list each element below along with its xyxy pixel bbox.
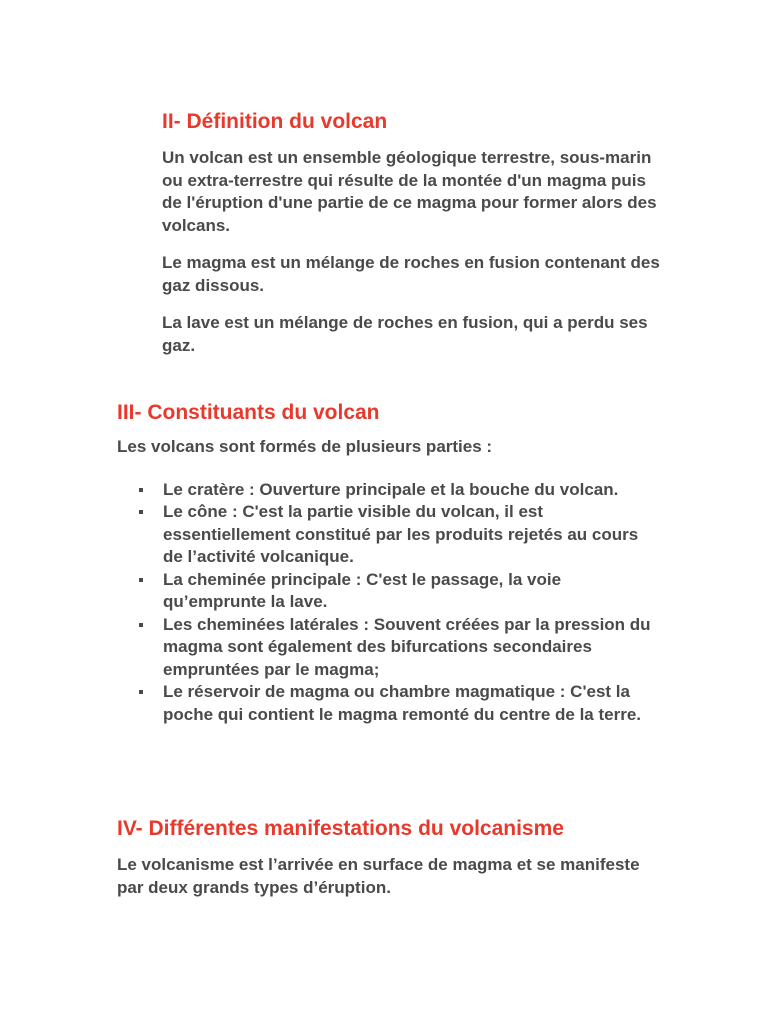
section-definition (162, 108, 662, 372)
section-constituants (117, 399, 657, 726)
list-item-text: Le cratère : Ouverture principale et la bouche du volcan. (163, 479, 619, 499)
paragraph-volcanisme: Le volcanisme est l’arrivée en surface de magma et se manifeste par deux grands types d’éruption. (117, 855, 640, 897)
list-item (117, 501, 657, 569)
bullet-icon (139, 690, 143, 694)
section-title-definition: II- Définition du volcan (162, 110, 388, 133)
list-item-text: La cheminée principale : C'est le passage, la voie qu’emprunte la lave. (163, 569, 562, 611)
paragraph-magma-definition: Le magma est un mélange de roches en fusion contenant des gaz dissous. (162, 253, 660, 295)
list-item-text: Le cône : C'est la partie visible du volcan, il est essentiellement constitué par les produits rejetés au cours de l’activité volcanique. (163, 502, 639, 566)
section-title-constituants: III- Constituants du volcan (117, 401, 380, 424)
bullet-icon (139, 510, 143, 514)
constituants-intro: Les volcans sont formés de plusieurs parties : (117, 437, 493, 456)
list-item (117, 614, 657, 682)
bullet-icon (139, 578, 143, 582)
paragraph-lave-definition: La lave est un mélange de roches en fusion, qui a perdu ses gaz. (162, 313, 648, 355)
section-manifestations (117, 815, 657, 899)
list-item (117, 479, 657, 502)
bullet-icon (139, 488, 143, 492)
bullet-icon (139, 623, 143, 627)
list-item-text: Les cheminées latérales : Souvent créées par la pression du magma sont également des bifurcations secondaires empruntées par le magma; (163, 614, 651, 679)
list-item-text: Le réservoir de magma ou chambre magmatique : C'est la poche qui contient le magma remonté du centre de la terre. (163, 682, 642, 724)
constituants-list (117, 479, 657, 727)
section-title-manifestations: IV- Différentes manifestations du volcanisme (117, 817, 564, 840)
paragraph-volcan-definition: Un volcan est un ensemble géologique terrestre, sous-marin ou extra-terrestre qui résulte de la montée d'un magma puis de l'éruption d'une partie de ce magma pour former alors des volcans. (162, 148, 657, 235)
list-item (117, 681, 657, 726)
list-item (117, 569, 657, 614)
